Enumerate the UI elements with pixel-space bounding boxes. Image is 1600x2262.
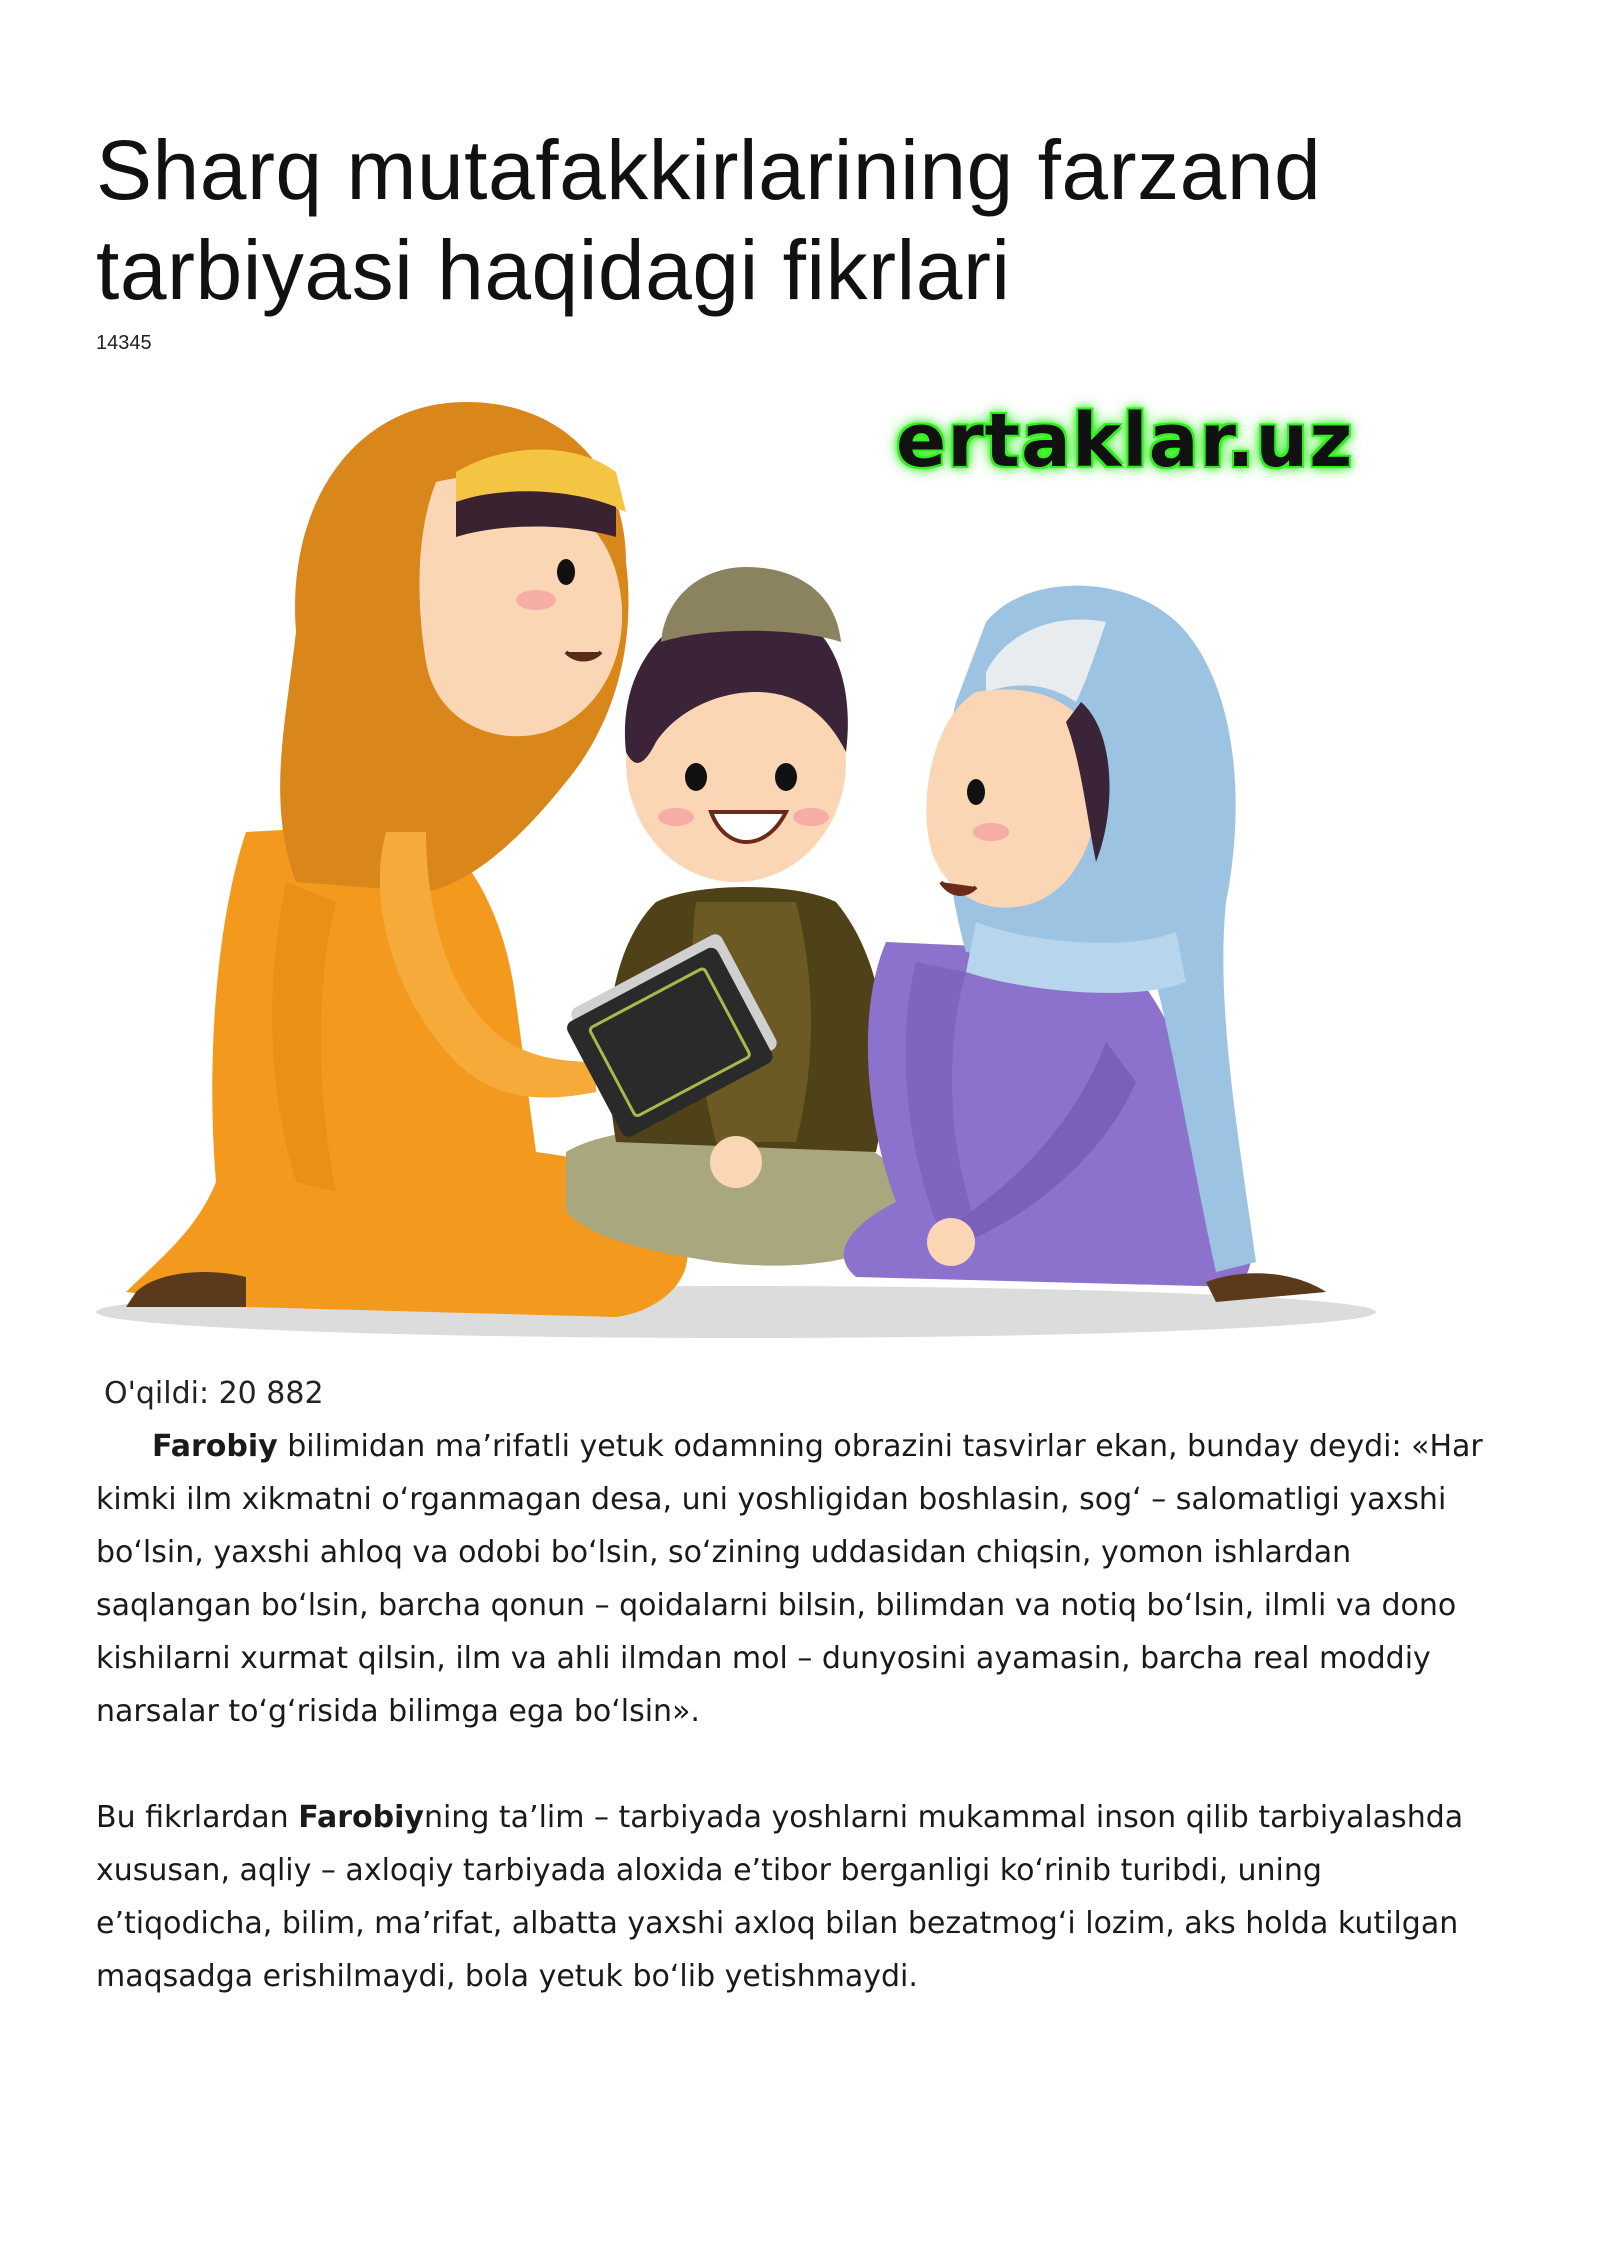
article — [96, 120, 1504, 2003]
paragraph-2-lead: Bu fikrlardan — [96, 1800, 299, 1835]
paragraph-2 — [96, 1791, 1504, 2003]
paragraph-2-text: ning taʼlim – tarbiyada yoshlarni mukammal inson qilib tarbiyalashda xususan, aqliy – axloqiy tarbiyada aloxida eʼtibor berganligi koʻrinib turibdi, uning eʼtiqodicha, bilim, maʼrifat, albatta yaxshi axloq bilan bezatmogʻi lozim, aks holda kutilgan maqsadga erishilmaydi, bola yetuk boʻlib yetishmaydi. — [96, 1800, 1464, 1994]
page-title: Sharq mutafakkirlarining farzand tarbiyasi haqidagi fikrlari — [96, 123, 1322, 317]
author-name: Farobiy — [298, 1800, 424, 1835]
author-name: Farobiy — [152, 1429, 278, 1464]
family-reading-illustration — [96, 362, 1396, 1362]
paragraph-1-text: bilimidan maʼrifatli yetuk odamning obrazini tasvirlar ekan, bunday deydi: «Har kimki ilm xikmatni oʻrganmagan desa, uni yoshligidan boshlasin, sogʻ – salomatligi yaxshi boʻlsin, yaxshi ahloq va odobi boʻlsin, soʻzining uddasidan chiqsin, yomon ishlardan saqlangan boʻlsin, barcha qonun – qoidalarni bilsin, bilimdan va notiq boʻlsin, ilmli va dono kishilarni xurmat qilsin, ilm va ahli ilmdan mol – dunyosini ayamasin, barcha real moddiy narsalar toʻgʻrisida bilimga ega boʻlsin». — [96, 1429, 1483, 1729]
article-illustration — [96, 362, 1396, 1362]
article-id: 14345 — [96, 332, 152, 354]
watermark-logo: ertaklar.uz — [896, 398, 1354, 484]
view-count: O'qildi: 20 882 — [104, 1376, 324, 1411]
paragraph-1 — [96, 1420, 1504, 1738]
